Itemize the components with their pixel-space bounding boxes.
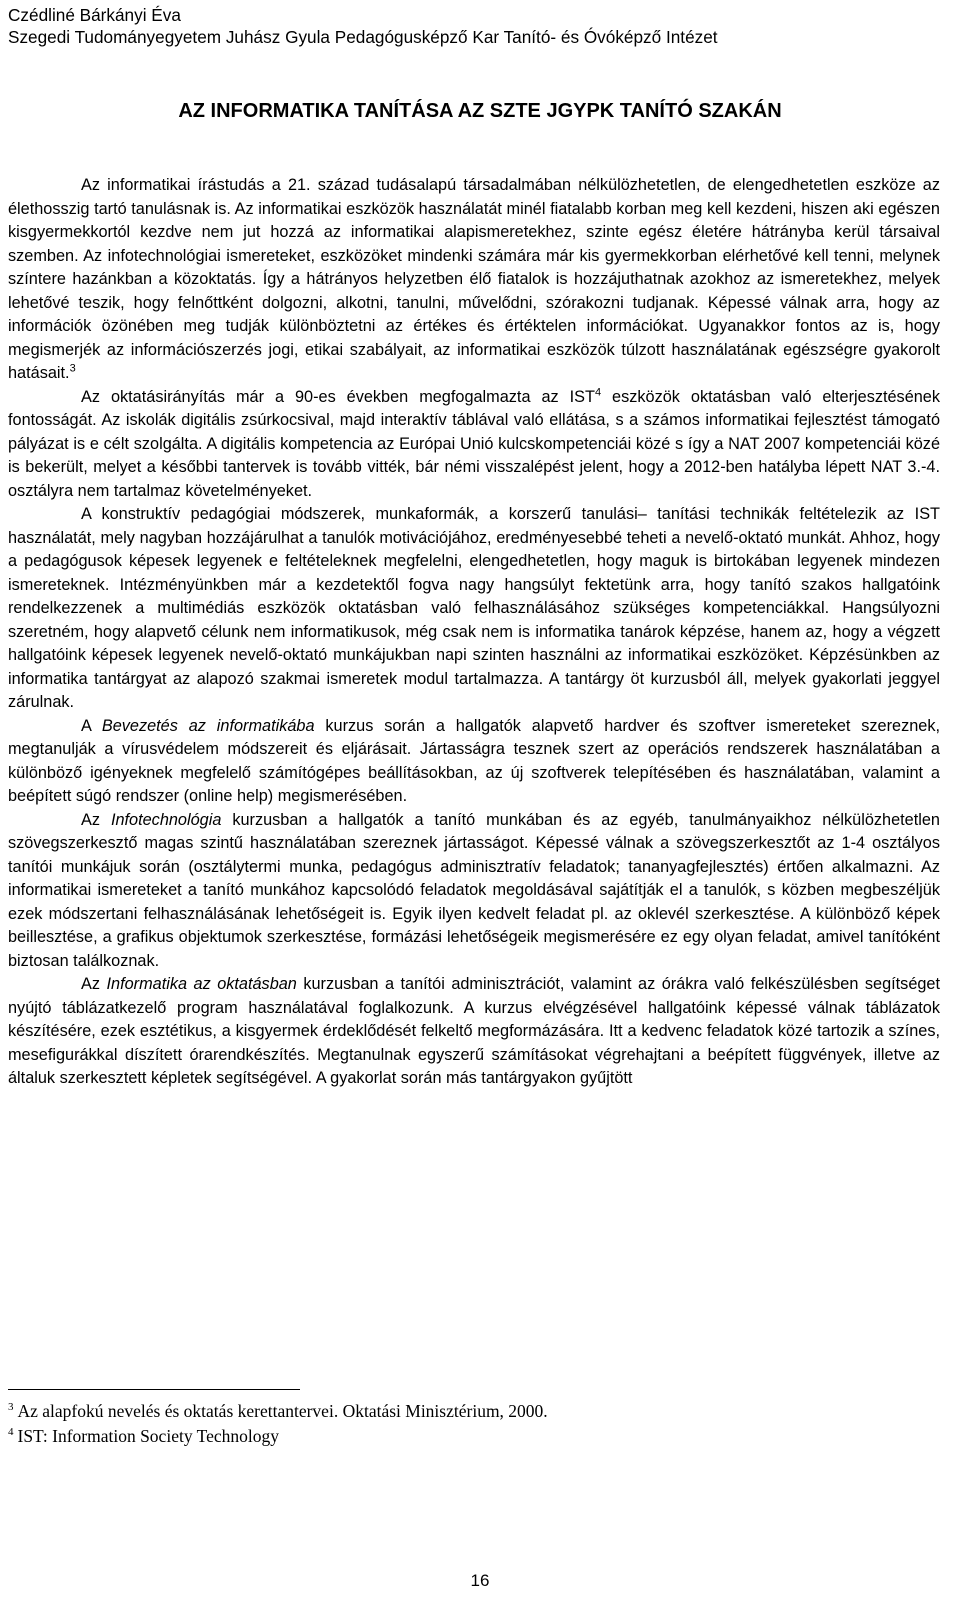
page-number: 16: [470, 1571, 490, 1590]
footnote-ref-4: 4: [594, 386, 602, 399]
course-name: Infotechnológia: [110, 810, 222, 829]
footnote: $^4$ IST: Information Society Technology: [8, 1426, 279, 1446]
footnote-separator: [8, 1389, 300, 1390]
author-name: Czédliné Bárkányi Éva: [8, 5, 181, 25]
course-name: Informatika az oktatásban: [106, 975, 297, 993]
footnotes: [8, 1399, 548, 1449]
footnote: $^3$ Az alapfokú nevelés és oktatás kerettantervei. Oktatási Minisztérium, 2000.: [8, 1401, 548, 1421]
course-name: Bevezetés az informatikába: [101, 716, 315, 735]
paragraph-6: Az Informatika az oktatásban kurzusban a tanítói adminisztrációt, valamint az órákra való felkészülésben segítséget nyújtó táblázatkezelő program használatával foglalkozunk. A kurzus elvégzésével hallgatóink képessé válnak táblázatok készítésére, ezek esztétikus, a kisgyermek érdeklődését felkeltő megformázására. Itt a kedvenc feladatok közé tartozik a színes, mesefigurákkal díszített órarendkészítés. Megtanulnak egyszerű számításokat végrehajtani a beépített függvények, illetve az általuk szerkesztett képletek segítségével. A gyakorlat során más tantárgyakon gyűjtött: [8, 975, 941, 1087]
page-header: [8, 4, 718, 48]
paragraph-5: Az Infotechnológia kurzusban a hallgatók a tanító munkában és az egyéb, tanulmányaikhoz nélkülözhetetlen szövegszerkesztő magas szintű használatában szereznek jártasságot. Képessé válnak a szövegszerkesztőt az 1-4 osztályos tanítói munkájuk során (osztálytermi munka, pedagógus adminisztratív feladatok; tananyagfejlesztés) értően alkalmazni. Az informatikai ismereteket a tanító munkához kapcsolódó feladatok megoldásával sajátítják el a tanulók, s közben megbeszéljük ezek módszertani felhasználásának lehetőségeit is. Egyik ilyen kedvelt feladat pl. az oklevél szerkesztése. A különböző képek beillesztése, a grafikus objektumok szerkesztése, formázási lehetőségeik megismerésére ez egy olyan feladat, amivel tanítóként biztosan találkoznak.: [8, 810, 940, 970]
body-text: [8, 174, 940, 1091]
paragraph-4: A Bevezetés az informatikába kurzus során a hallgatók alapvető hardver és szoftver ismereteket szereznek, megtanulják a vírusvédelem módszereit és eljárásait. Jártasságra tesznek szert az operációs rendszerek használatában a különböző igényeknek megfelelő számítógépes beállításokban, az új szoftverek telepítésében és használatában, valamint a beépített súgó rendszer (online help) megismerésében.: [8, 716, 940, 805]
document-title: AZ INFORMATIKA TANÍTÁSA AZ SZTE JGYPK TANÍTÓ SZAKÁN: [178, 100, 782, 122]
paragraph-3: A konstruktív pedagógiai módszerek, munkaformák, a korszerű tanulási– tanítási technikák feltételezik az IST használatát, mely nagyban hozzájárulhat a tanulók motivációjához, eredményesebbé teheti a nevelő-oktató munkát. Ahhoz, hogy a pedagógusok képesek legyenek e feltételeknek megfelelni, elengedhetetlen, hogy maguk is birtokában legyenek mindezen ismereteknek. Intézményünkben már a kezdetektől fogva nagy hangsúlyt fektetünk arra, hogy tanító szakos hallgatóink rendelkezzenek a multimédiás eszközök oktatásban való felhasználásához szükséges kompetenciákkal. Hangsúlyozni szeretném, hogy alapvető célunk nem informatikusok, még csak nem is informatika tanárok képzése, hanem az, hogy a végzett hallgatóink képesek legyenek nevelő-oktató munkájukban napi szinten használni az informatikai eszközöket. Képzésünkben az informatika tantárgyat az alapozó szakmai ismeretek modul tartalmazza. A tantárgy öt kurzusból áll, melyek gyakorlati jeggyel zárulnak.: [8, 505, 940, 711]
footnote-ref-3: 3: [69, 362, 76, 375]
paragraph-1: Az informatikai írástudás a 21. század tudásalapú társadalmában nélkülözhetetlen, de elengedhetetlen eszköze az élethosszig tartó tanulásnak is. Az informatikai eszközök használatát minél fiatalabb korban meg kell kezdeni, hiszen aki egészen kisgyermekkortól kezdve nem jut hozzá az informatikai alapismeretekhez, szinte egész életére hátrányba kerül társaival szemben. Az infotechnológiai ismereteket, eszközöket mindenki számára már kis gyermekkorban elérhetővé kell tenni, melynek színtere hazánkban a közoktatás. Így a hátrányos helyzetben élő fiatalok is hozzájuthatnak azokhoz az ismeretekhez, melyek lehetővé teszik, hogy felnőttként dolgozni, alkotni, tanulni, művelődni, szórakozni tudjanak. Képessé válnak arra, hogy az információk özönében meg tudják különböztetni az értékes és értéktelen információkat. Ugyanakkor fontos az is, hogy megismerjék az információszerzés jogi, etikai szabályait, az informatikai eszközök túlzott használatának egészségre gyakorolt hatásait.$^3$: [8, 176, 940, 382]
paragraph-2: Az oktatásirányítás már a 90-es években megfogalmazta az IST$^4$ eszközök oktatásban való elterjesztésének fontosságát. Az iskolák digitális zsúrkocsival, majd interaktív táblával való ellátása, s a számos informatikai fejlesztést támogató pályázat is e célt szolgálta. A digitális kompetencia az Európai Unió kulcskompetenciái közé s így a NAT 2007 kompetenciái közé is bekerült, melyet a későbbi tantervek is tovább vitték, bár némi visszalépést jelent, hogy a 2012-ben hatályba lépett NAT 3.-4. osztályra nem tartalmaz követelményeket.: [8, 386, 940, 500]
institution-name: Szegedi Tudományegyetem Juhász Gyula Pedagógusképző Kar Tanító- és Óvóképző Intézet: [8, 27, 718, 47]
